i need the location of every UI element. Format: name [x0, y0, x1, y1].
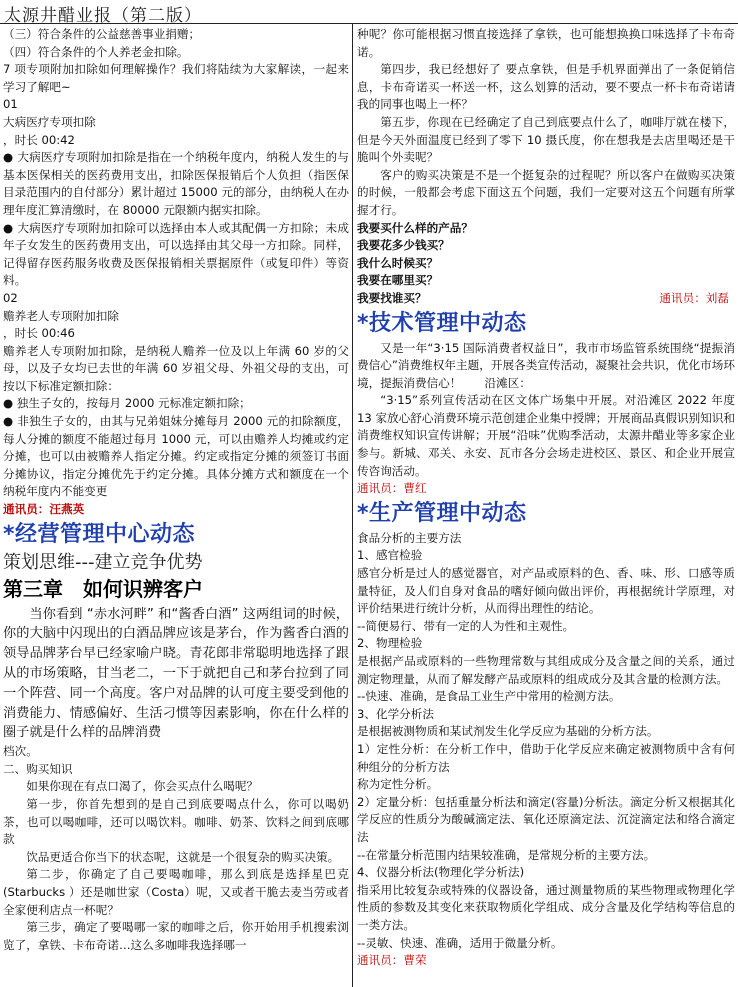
paragraph: 第三步，确定了要喝哪一家的咖啡之后，你开始用手机搜索浏览了，拿铁、卡布奇诺…这么多咖啡我选择哪一: [3, 920, 349, 952]
paragraph: 第一步，你首先想到的是自己到底要喝点什么，你可以喝奶茶，也可以喝咖啡，还可以喝饮料。咖啡、奶茶、饮料之间到底哪款: [3, 796, 349, 847]
paragraph: （三）符合条件的公益慈善事业捐赠；: [3, 27, 201, 41]
paragraph: 指采用比较复杂或特殊的仪器设备，通过测量物质的某些物理或物理化学性质的参数及其变化来获取物质化学组成、成分含量及化学结构等信息的一类方法。: [357, 882, 735, 932]
paragraph: 称为定性分析。: [357, 777, 439, 792]
paragraph: 大病医疗专项扣除: [3, 114, 96, 129]
paragraph: --简便易行、带有一定的人为性和主观性。: [357, 618, 575, 633]
section-heading: *经营管理中心动态: [3, 521, 196, 547]
paragraph: 客户的购买决策是不是一个挺复杂的过程呢？所以客户在做购买决策的时候，一般都会考虑下面这五个问题，我们一定要对这五个问题有所掌握才行。: [357, 167, 735, 217]
paragraph: 3、化学分析法: [357, 706, 434, 721]
paragraph: 2）定量分析：包括重量分析法和滴定(容量)分析法。滴定分析又根据其化学反应的性质分为酸碱滴定法、氧化还原滴定法、沉淀滴定法和络合滴定法: [357, 794, 735, 844]
paragraph: 是根据被测物质和某试剂发生化学反应为基础的分析方法。: [357, 724, 659, 739]
paragraph: 感官分析是过人的感觉器官，对产品或原料的色、香、味、形、口感等质量特征，及人们自身对食品的嗜好倾向做出评价，再根据统计学原理，对评价结果进行统计分析，从而得出理性的结论。: [357, 566, 735, 616]
paragraph: --灵敏、快速、准确，适用于微量分析。: [357, 935, 563, 950]
paragraph: 7 项专项附加扣除如何理解操作？我们将陆续为大家解读，一起来学习了解吧~: [3, 62, 349, 94]
paragraph: ，时长 00:46: [3, 326, 75, 341]
paragraph: 02: [3, 290, 18, 305]
paragraph: 赡养老人专项附加扣除，是纳税人赡养一位及以上年满 60 岁的父母，以及子女均已去世的年满 60 岁祖父母、外祖父母的支出，可按以下标准定额扣除：: [3, 343, 349, 393]
paragraph: 食品分析的主要方法: [357, 530, 462, 545]
paragraph: 4、仪器分析法(物理化学分析法): [357, 865, 525, 880]
question-item: 我要在哪里买？: [357, 273, 439, 288]
paragraph: 如果你现在有点口渴了，你会买点什么喝呢？: [26, 779, 259, 794]
right-column: [357, 26, 735, 987]
question-item: 我要花多少钱买？: [357, 238, 450, 253]
reporter-credit: 通讯员：汪燕英: [3, 502, 85, 517]
paragraph: 1）定性分析：在分析工作中，借助于化学反应来确定被测物质中含有何种组分的分析方法: [357, 741, 735, 774]
paragraph: 种呢？你可能根据习惯直接选择了拿铁，也可能想换换口味选择了卡布奇诺。: [357, 27, 735, 59]
paragraph: 2、物理检验: [357, 636, 423, 651]
paragraph: 是根据产品或原料的一些物理常数与其组成成分及含量之间的关系，通过测定物理量，从而了解发酵产品或原料的组成成分及其含量的检测方法。: [357, 654, 735, 686]
section-heading: *生产管理中动态: [357, 500, 527, 526]
question-item: 我什么时候买？: [357, 255, 439, 270]
paragraph: 饮品更适合你当下的状态呢，这就是一个很复杂的购买决策。: [26, 849, 340, 864]
paragraph: ● 独生子女的，按每月 2000 元标准定额扣除；: [3, 396, 251, 411]
section-subheading: 策划思维---建立竞争优势: [3, 551, 203, 573]
paragraph: “3·15”系列宣传活动在区文体广场集中开展。对沿滩区 2022 年度 13 家放心舒心消费环境示范创建企业集中授牌；开展商品真假识别知识和消费维权知识宣传讲解；开展“沿味”优购季活动，太源井醋业等多家企业参与。新城、邓关、永安、瓦市各分会场走进校区、景区、和企业开展宣传咨询活动。: [357, 393, 735, 478]
reporter-credit: 通讯员：刘磊: [659, 290, 729, 305]
paragraph: 第二步，你确定了自己要喝咖啡，那么到底是选择星巴克(Starbucks ）还是咖世家（Costa）呢，又或者干脆去麦当劳或者全家便利店点一杯呢？: [3, 867, 349, 917]
paragraph: ● 大病医疗专项附加扣除可以选择由本人或其配偶一方扣除；未成年子女发生的医药费用支出，可以选择由其父母一方扣除。同样，记得留存医药服务收费及医保报销相关票据原件（或复印件）等资料。: [3, 220, 349, 288]
paragraph: 01: [3, 97, 18, 112]
column-divider: [352, 24, 353, 987]
paragraph: ● 非独生子女的，由其与兄弟姐妹分摊每月 2000 元的扣除额度，每人分摊的额度不能超过每月 1000 元，可以由赡养人均摊或约定分摊，也可以由被赡养人指定分摊。约定或指定分摊的须签订书面分摊协议，指定分摊优先于约定分摊。具体分摊方式和额度在一个纳税年度内不能变更: [3, 414, 349, 499]
paragraph: 当你看到 “赤水河畔” 和“酱香白酒” 这两组词的时候，你的大脑中闪现出的白酒品牌应该是茅台，作为酱香白酒的领导品牌茅台早已经家喻户晓。青花郎非常聪明地选择了跟从的市场策略，甘当老二，一下于就把自己和茅台拉到了同一个阵营、同一个高度。客户对品牌的认可度主要受到他的消费能力、情感偏好、生活刁惯等因素影响，你在什么样的圈子就是什么样的品牌消费: [3, 606, 349, 741]
masthead: [0, 0, 738, 24]
masthead-title: 太源井醋业报（第二版）: [4, 6, 202, 26]
left-column: [3, 26, 349, 987]
paragraph: 1、感官检验: [357, 548, 423, 563]
paragraph: 档次。: [3, 744, 38, 759]
question-item: 我要买什么样的产品？: [357, 220, 473, 235]
paragraph: 又是一年“3·15 国际消费者权益日”，我市市场监管系统围绕“提振消费信心”消费维权年主题，开展各类宣传活动，凝聚社会共识，优化市场环境，提振消费信心！ 沿滩区：: [357, 340, 735, 390]
question-row: [357, 290, 735, 308]
reporter-credit: 通讯员：曹荣: [357, 953, 427, 968]
paragraph: 二、购买知识: [3, 761, 73, 776]
paragraph: --在常量分析范围内结果较准确，是常规分析的主要方法。: [357, 847, 656, 862]
section-heading: *技术管理中动态: [357, 310, 527, 336]
paragraph: 赡养老人专项附加扣除: [3, 308, 119, 323]
paragraph: 第四步，我已经想好了 要点拿铁，但是手机界面弹出了一条促销信息，卡布奇诺买一杯送一杯，这么划算的活动，要不要点一杯卡布奇诺请我的同事也喝上一杯？: [357, 62, 735, 112]
reporter-credit: 通讯员：曹红: [357, 481, 427, 496]
question-item: 我要找谁买？: [357, 290, 427, 305]
paragraph: ，时长 00:42: [3, 132, 75, 147]
paragraph: （四）符合条件的个人养老金扣除。: [3, 44, 189, 59]
paragraph: --快速、准确，是食品工业生产中常用的检测方法。: [357, 689, 621, 704]
paragraph: ● 大病医疗专项附加扣除是指在一个纳税年度内，纳税人发生的与基本医保相关的医药费用支出，扣除医保报销后个人负担（指医保目录范围内的自付部分）累计超过 15000 元的部分，由纳税人在办理年度汇算清缴时，在 80000 元限额内据实扣除。: [3, 150, 349, 217]
paragraph: 第五步，你现在已经确定了自己到底要点什么了，咖啡厅就在楼下，但是今天外面温度已经到了零下 10 摄氏度，你在想我是去店里喝还是干脆叫个外卖呢？: [357, 114, 735, 165]
chapter-heading: 第三章 如何识辨客户: [3, 576, 203, 601]
